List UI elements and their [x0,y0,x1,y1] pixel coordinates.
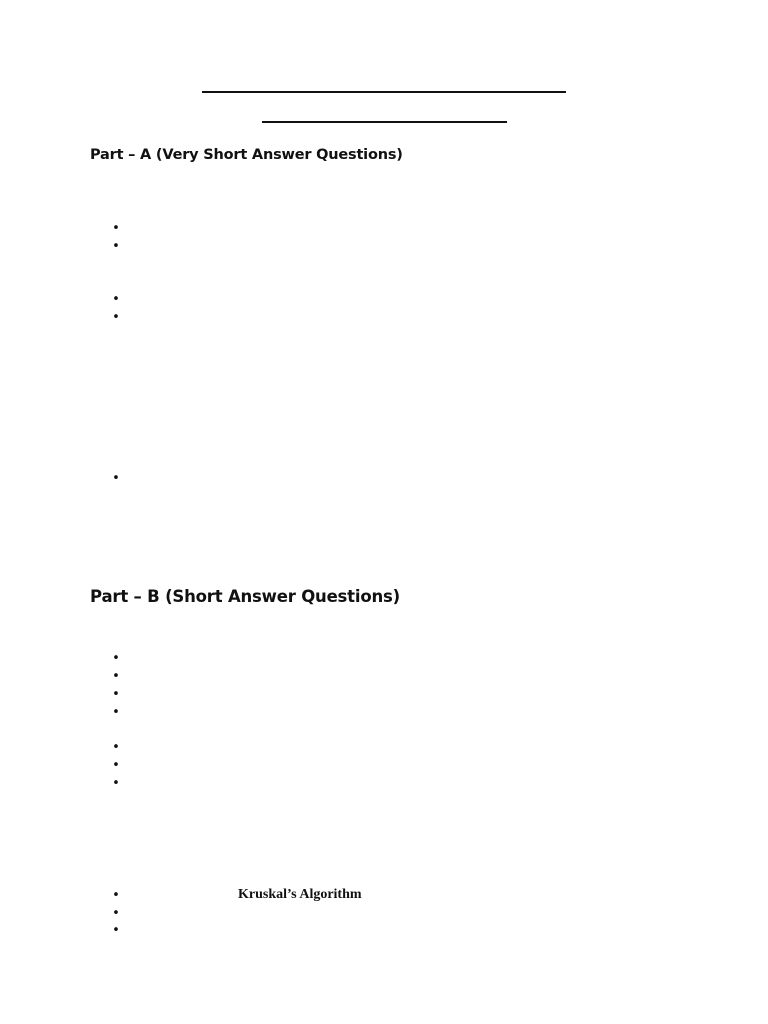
bullet: • [112,310,120,325]
bullet: • [112,923,120,938]
title-underline [202,91,566,93]
bullet: • [112,740,120,755]
subtitle-underline [262,121,507,123]
bullet: • [112,906,120,921]
bullet: • [112,687,120,702]
part-a-heading: Part – A (Very Short Answer Questions) [90,147,403,163]
bullet: • [112,221,120,236]
bullet: • [112,651,120,666]
bullet: • [112,705,120,720]
bullet: • [112,239,120,254]
bullet: • [112,292,120,307]
bullet: • [112,758,120,773]
bullet: • [112,471,120,486]
part-b-heading: Part – B (Short Answer Questions) [90,587,400,606]
kruskal-algorithm-label: Kruskal’s Algorithm [238,887,362,902]
bullet: • [112,776,120,791]
bullet: • [112,888,120,903]
bullet: • [112,669,120,684]
